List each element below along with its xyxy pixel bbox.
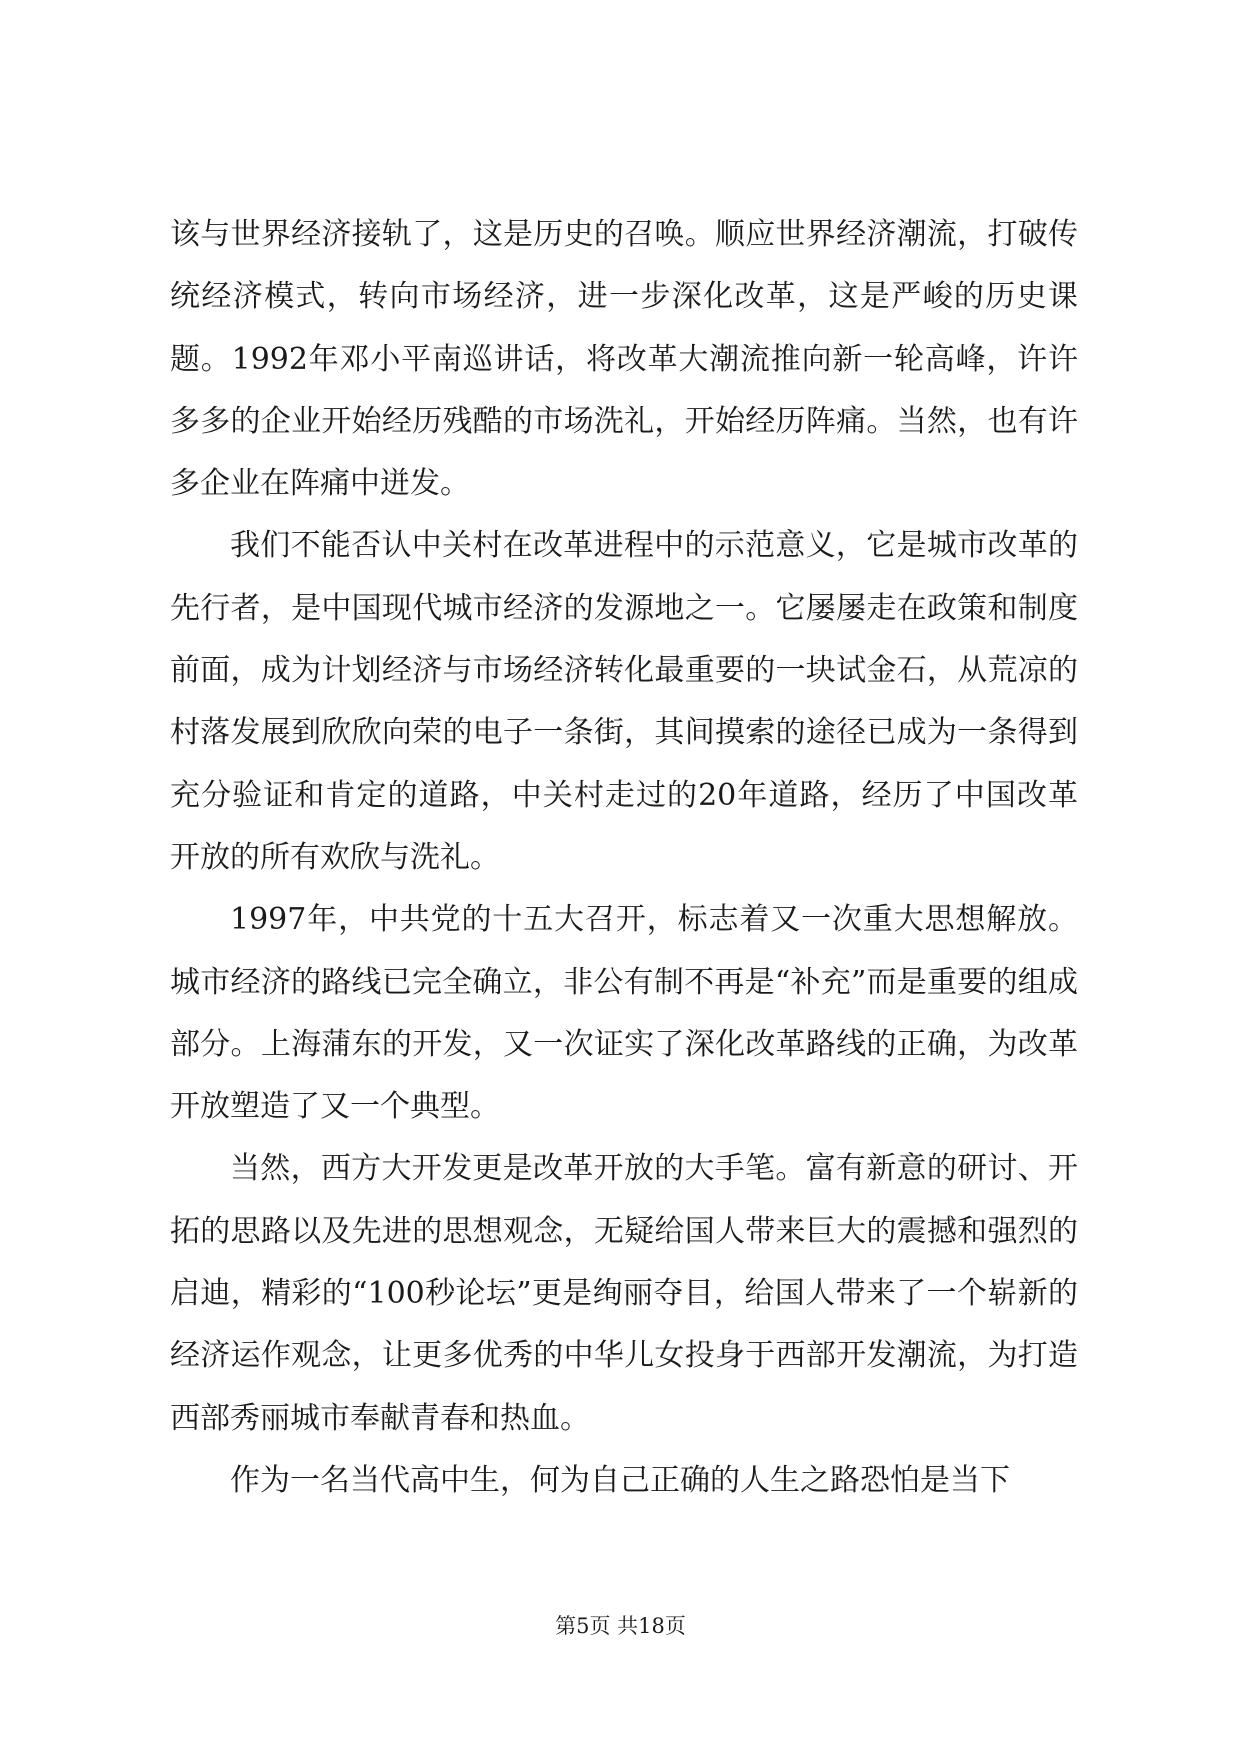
paragraph-2: 我们不能否认中关村在改革进程中的示范意义，它是城市改革的先行者，是中国现代城市经济的发源地之一。它屡屡走在政策和制度前面，成为计划经济与市场经济转化最重要的一块试金石，从荒凉的村落发展到欣欣向荣的电子一条街，其间摸索的途径已成为一条得到充分验证和肯定的道路，中关村走过的20年道路，经历了中国改革开放的所有欢欣与洗礼。 [170, 528, 1078, 875]
body-text [170, 204, 1078, 1512]
paragraph-3: 1997年，中共党的十五大召开，标志着又一次重大思想解放。城市经济的路线已完全确立，非公有制不再是“补充”而是重要的组成部分。上海蒲东的开发，又一次证实了深化改革路线的正确，为改革开放塑造了又一个典型。 [170, 902, 1078, 1125]
page-number-footer: 第5页 共18页 [555, 1614, 686, 1638]
paragraph-5: 作为一名当代高中生，何为自己正确的人生之路恐怕是当下 [230, 1462, 1010, 1498]
paragraph-4: 当然，西方大开发更是改革开放的大手笔。富有新意的研讨、开拓的思路以及先进的思想观念，无疑给国人带来巨大的震撼和强烈的启迪，精彩的“100秒论坛”更是绚丽夺目，给国人带来了一个崭新的经济运作观念，让更多优秀的中华儿女投身于西部开发潮流，为打造西部秀丽城市奉献青春和热血。 [170, 1151, 1078, 1436]
paragraph-1: 该与世界经济接轨了，这是历史的召唤。顺应世界经济潮流，打破传统经济模式，转向市场经济，进一步深化改革，这是严峻的历史课题。1992年邓小平南巡讲话，将改革大潮流推向新一轮高峰，许许多多的企业开始经历残酷的市场洗礼，开始经历阵痛。当然，也有许多企业在阵痛中迸发。 [170, 217, 1078, 502]
